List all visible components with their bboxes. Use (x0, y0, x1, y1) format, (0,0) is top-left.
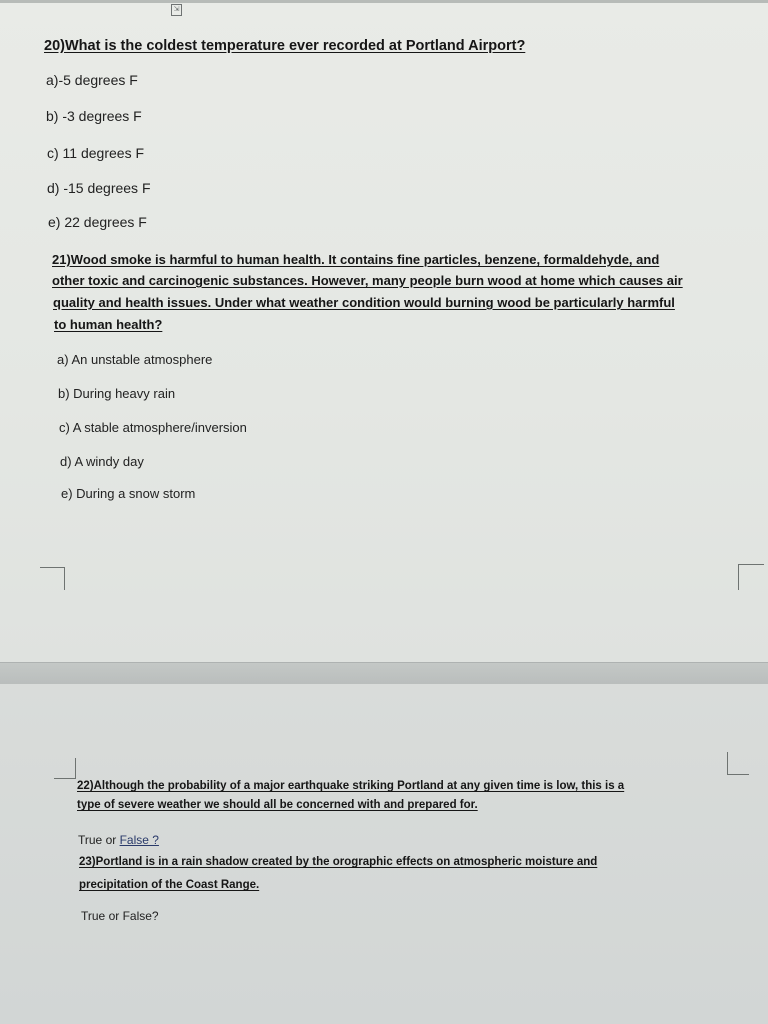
q21-option-b: b) During heavy rain (58, 386, 176, 401)
q21-option-c: c) A stable atmosphere/inversion (59, 420, 247, 435)
q20-option-d: d) -15 degrees F (47, 180, 151, 196)
question-23-line-2: precipitation of the Coast Range. (79, 879, 260, 891)
page-top-edge (0, 0, 768, 3)
q22-answer-false: False ? (119, 833, 159, 847)
q21-option-a: a) An unstable atmosphere (57, 352, 213, 367)
q20-option-c: c) 11 degrees F (47, 145, 145, 161)
question-20: 20)What is the coldest temperature ever recorded at Portland Airport? (44, 38, 526, 54)
paste-options-icon[interactable]: ⇲ (171, 4, 182, 16)
q23-answer: True or False? (81, 909, 159, 923)
document-page-2 (0, 684, 768, 1024)
question-21-line-1: 21)Wood smoke is harmful to human health. It contains fine particles, benzene, formaldehyde, and (52, 252, 660, 267)
question-22-line-1: 22)Although the probability of a major earthquake striking Portland at any given time is low, this is a (77, 780, 625, 792)
q20-option-b: b) -3 degrees F (46, 108, 142, 124)
question-21-line-2: other toxic and carcinogenic substances. However, many people burn wood at home which causes air (52, 273, 683, 288)
question-22-line-2: type of severe weather we should all be concerned with and prepared for. (77, 799, 478, 811)
q21-option-e: e) During a snow storm (61, 486, 196, 501)
question-21-line-4: to human health? (54, 317, 163, 332)
page-gap (0, 662, 768, 685)
q22-answer-prefix: True or (78, 833, 120, 847)
question-21-line-3: quality and health issues. Under what weather condition would burning wood be particularly harmful (53, 295, 675, 310)
q21-option-d: d) A windy day (60, 454, 144, 469)
q20-option-e: e) 22 degrees F (48, 214, 147, 230)
question-23-line-1: 23)Portland is in a rain shadow created by the orographic effects on atmospheric moisture and (79, 856, 598, 868)
q22-answer (78, 833, 159, 847)
q20-option-a: a)-5 degrees F (46, 72, 138, 88)
